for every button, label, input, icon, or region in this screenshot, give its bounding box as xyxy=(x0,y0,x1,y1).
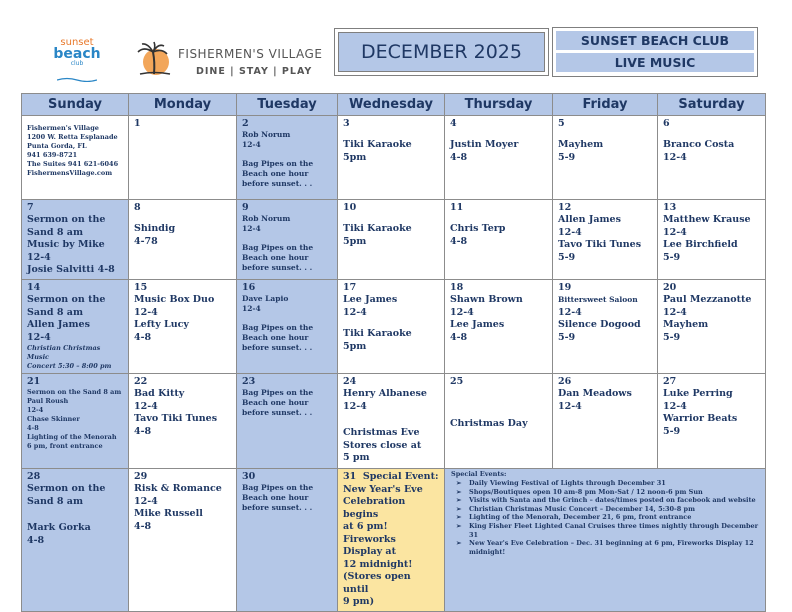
list-item: ➢ Visits with Santa and the Grinch – dates/times posted on facebook and website xyxy=(469,496,759,505)
day-cell-14: 14 Sermon on the Sand 8 am Allen James 12-4 Christian Christmas Music Concert 5:30 – 8:00 pm xyxy=(22,280,129,374)
list-item: ➢ Shops/Boutiques open 10 am-8 pm Mon-Sat / 12 noon-6 pm Sun xyxy=(469,488,759,497)
sunset-beach-club-logo: sunset beach club xyxy=(44,38,110,70)
weekday-tuesday: Tuesday xyxy=(237,94,338,116)
day-cell-6: 6 Branco Costa 12-4 xyxy=(658,116,766,200)
special-events-list xyxy=(451,479,759,556)
day-cell-23: 23 Bag Pipes on the Beach one hour before sunset. . . xyxy=(237,374,338,469)
day-cell-21: 21 Sermon on the Sand 8 am Paul Roush 12-4 Chase Skinner 4-8 Lighting of the Menorah 6 pm, front entrance xyxy=(22,374,129,469)
day-cell-18: 18 Shawn Brown 12-4 Lee James 4-8 xyxy=(445,280,553,374)
day-cell-26: 26 Dan Meadows 12-4 xyxy=(553,374,658,469)
list-item: ➢ New Year's Eve Celebration – Dec. 31 beginning at 6 pm, Fireworks Display 12 midnight! xyxy=(469,539,759,556)
list-item: ➢ Lighting of the Menorah, December 21, 6 pm, front entrance xyxy=(469,513,759,522)
list-item: ➢ Christian Christmas Music Concert – December 14, 5:30-8 pm xyxy=(469,505,759,514)
day-cell-28: 28 Sermon on the Sand 8 am Mark Gorka 4-8 xyxy=(22,469,129,612)
weekday-thursday: Thursday xyxy=(445,94,553,116)
weekday-saturday: Saturday xyxy=(658,94,766,116)
weekday-wednesday: Wednesday xyxy=(338,94,445,116)
day-cell-11: 11 Chris Terp 4-8 xyxy=(445,200,553,280)
live-music-label: LIVE MUSIC xyxy=(556,53,754,72)
day-cell-20: 20 Paul Mezzanotte 12-4 Mayhem 5-9 xyxy=(658,280,766,374)
day-cell-1: 1 xyxy=(129,116,237,200)
week-row xyxy=(22,469,766,612)
weekday-friday: Friday xyxy=(553,94,658,116)
special-event-label: Special Event: xyxy=(362,471,439,482)
palm-tree-icon xyxy=(134,38,174,78)
week-row xyxy=(22,116,766,200)
week-row xyxy=(22,200,766,280)
week-row xyxy=(22,374,766,469)
day-cell-29: 29 Risk & Romance 12-4 Mike Russell 4-8 xyxy=(129,469,237,612)
day-cell-9: 9 Rob Norum 12-4 Bag Pipes on the Beach one hour before sunset. . . xyxy=(237,200,338,280)
fishermens-village-tagline: DINE | STAY | PLAY xyxy=(196,66,313,77)
day-cell-12: 12 Allen James 12-4 Tavo Tiki Tunes 5-9 xyxy=(553,200,658,280)
day-cell-31: 31 Special Event: New Year's Eve Celebration begins at 6 pm! Fireworks Display at 12 midnight! (Stores open until 9 pm) xyxy=(338,469,445,612)
club-title-box xyxy=(552,27,758,77)
day-cell-19: 19 Bittersweet Saloon 12-4 Silence Dogood 5-9 xyxy=(553,280,658,374)
club-name: SUNSET BEACH CLUB xyxy=(556,31,754,50)
day-cell-27: 27 Luke Perring 12-4 Warrior Beats 5-9 xyxy=(658,374,766,469)
day-cell-8: 8 Shindig 4-78 xyxy=(129,200,237,280)
weekday-monday: Monday xyxy=(129,94,237,116)
day-cell-13: 13 Matthew Krause 12-4 Lee Birchfield 5-9 xyxy=(658,200,766,280)
address-cell: Fishermen's Village 1200 W. Retta Esplanade Punta Gorda, FL 941 639-8721 The Suites 941 621-6046 FishermensVillage.com xyxy=(22,116,129,200)
month-title-box xyxy=(334,28,549,76)
list-item: ➢ Daily Viewing Festival of Lights through December 31 xyxy=(469,479,759,488)
day-cell-25: 25 Christmas Day xyxy=(445,374,553,469)
list-item: ➢ King Fisher Fleet Lighted Canal Cruises three times nightly through December 31 xyxy=(469,522,759,539)
day-cell-15: 15 Music Box Duo 12-4 Lefty Lucy 4-8 xyxy=(129,280,237,374)
weekday-sunday: Sunday xyxy=(22,94,129,116)
day-cell-3: 3 Tiki Karaoke 5pm xyxy=(338,116,445,200)
week-row xyxy=(22,280,766,374)
day-cell-22: 22 Bad Kitty 12-4 Tavo Tiki Tunes 4-8 xyxy=(129,374,237,469)
calendar-grid xyxy=(21,93,766,612)
day-cell-16: 16 Dave Lapio 12-4 Bag Pipes on the Beach one hour before sunset. . . xyxy=(237,280,338,374)
day-cell-2: 2 Rob Norum 12-4 Bag Pipes on the Beach one hour before sunset. . . xyxy=(237,116,338,200)
weekday-header-row xyxy=(22,94,766,116)
day-cell-10: 10 Tiki Karaoke 5pm xyxy=(338,200,445,280)
wave-icon xyxy=(57,77,97,82)
day-cell-7: 7 Sermon on the Sand 8 am Music by Mike 12-4 Josie Salvitti 4-8 xyxy=(22,200,129,280)
fishermens-village-name: FISHERMEN'S VILLAGE xyxy=(178,47,323,61)
day-cell-4: 4 Justin Moyer 4-8 xyxy=(445,116,553,200)
day-cell-17: 17 Lee James 12-4 Tiki Karaoke 5pm xyxy=(338,280,445,374)
day-cell-5: 5 Mayhem 5-9 xyxy=(553,116,658,200)
month-title: DECEMBER 2025 xyxy=(338,32,545,72)
special-events-box xyxy=(445,469,766,612)
day-cell-24: 24 Henry Albanese 12-4 Christmas Eve Stores close at 5 pm xyxy=(338,374,445,469)
day-cell-30: 30 Bag Pipes on the Beach one hour before sunset. . . xyxy=(237,469,338,612)
special-events-title: Special Events: xyxy=(451,470,507,478)
